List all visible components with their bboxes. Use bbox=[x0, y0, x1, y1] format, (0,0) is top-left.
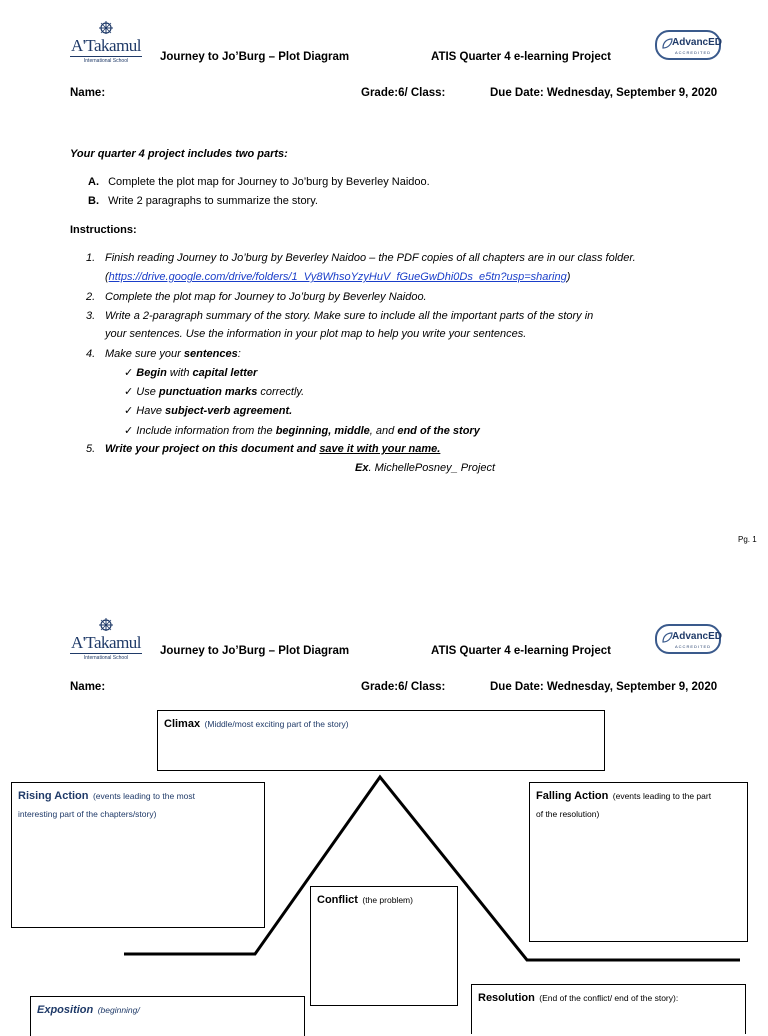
instructions-label: Instructions: bbox=[70, 224, 137, 236]
logo-name: A'Takamul bbox=[70, 36, 142, 55]
check-3-bold: subject-verb agreement. bbox=[165, 405, 293, 417]
climax-box[interactable] bbox=[157, 710, 605, 771]
project-title: ATIS Quarter 4 e-learning Project bbox=[431, 645, 612, 657]
conflict-box[interactable] bbox=[310, 886, 458, 1006]
logo-subtitle: International School bbox=[70, 56, 142, 64]
climax-title: Climax bbox=[164, 718, 201, 730]
step-3-line-1: Write a 2-paragraph summary of the story. Make sure to include all the important parts of the story in bbox=[105, 310, 594, 322]
name-label: Name: bbox=[70, 87, 106, 99]
step-4-pre: Make sure your bbox=[105, 348, 184, 360]
school-logo bbox=[66, 20, 146, 64]
check-mark-icon: ✓ bbox=[124, 367, 134, 379]
check-1-bold2: capital letter bbox=[192, 367, 258, 379]
conflict-description: (the problem) bbox=[362, 895, 413, 905]
step-4-bold: sentences bbox=[183, 348, 238, 360]
resolution-title: Resolution bbox=[478, 992, 535, 1004]
document-title: Journey to Jo’Burg – Plot Diagram bbox=[160, 51, 350, 63]
falling-action-title: Falling Action bbox=[536, 790, 609, 802]
part-b bbox=[88, 195, 318, 207]
badge-subtext: ACCREDITED bbox=[675, 644, 712, 649]
step-5-underline: save it with your name. bbox=[319, 443, 441, 455]
page-number: Pg. 1 bbox=[738, 535, 757, 544]
exposition-description: (beginning/ bbox=[97, 1005, 140, 1015]
check-item-2 bbox=[124, 385, 304, 398]
step-1-number: 1. bbox=[86, 252, 96, 264]
grade-label: Grade:6/ Class: bbox=[361, 681, 446, 693]
step-2-number: 2. bbox=[86, 291, 96, 303]
step-5-number: 5. bbox=[86, 443, 96, 455]
exposition-title: Exposition bbox=[37, 1004, 94, 1016]
accreditation-badge bbox=[655, 624, 721, 654]
grade-label: Grade:6/ Class: bbox=[361, 87, 446, 99]
rising-action-title: Rising Action bbox=[18, 790, 89, 802]
document-title: Journey to Jo’Burg – Plot Diagram bbox=[160, 645, 350, 657]
check-4-bold: beginning, middle bbox=[275, 425, 370, 437]
check-item-3 bbox=[124, 404, 292, 417]
part-b-marker: B. bbox=[88, 195, 99, 207]
check-mark-icon: ✓ bbox=[124, 425, 134, 437]
example-label: Ex bbox=[355, 462, 369, 474]
ship-wheel-icon bbox=[96, 20, 116, 34]
due-date-label: Due Date: Wednesday, September 9, 2020 bbox=[490, 87, 718, 99]
accreditation-badge bbox=[655, 30, 721, 60]
check-3-pre: Have bbox=[136, 405, 166, 417]
climax-description: (Middle/most exciting part of the story) bbox=[204, 719, 349, 729]
step-5-bold: Write your project on this document and bbox=[105, 443, 320, 455]
example-line bbox=[355, 462, 495, 474]
step-4-post: : bbox=[237, 348, 241, 360]
project-title: ATIS Quarter 4 e-learning Project bbox=[431, 51, 612, 63]
falling-action-box[interactable] bbox=[529, 782, 748, 942]
badge-subtext: ACCREDITED bbox=[675, 50, 712, 55]
logo-name: A'Takamul bbox=[70, 633, 142, 652]
part-a-marker: A. bbox=[88, 176, 99, 188]
example-text: . MichellePosney_ Project bbox=[368, 462, 496, 474]
class-folder-link[interactable]: https://drive.google.com/drive/folders/1_Vy8WhsoYzyHuV_fGueGwDhi0Ds_e5tn?usp=sharing bbox=[108, 271, 567, 283]
check-2-mid: correctly. bbox=[257, 386, 305, 398]
step-4-number: 4. bbox=[86, 348, 96, 360]
resolution-box[interactable] bbox=[471, 984, 746, 1034]
paren-close: ) bbox=[566, 271, 571, 283]
check-4-mid: , and bbox=[369, 425, 398, 437]
paren-open: ( bbox=[105, 271, 109, 283]
falling-action-desc-2: of the resolution) bbox=[536, 809, 600, 819]
rising-action-desc-2: interesting part of the chapters/story) bbox=[18, 809, 157, 819]
intro-text: Your quarter 4 project includes two parts: bbox=[70, 148, 288, 160]
step-2-text: Complete the plot map for Journey to Jo’burg by Beverley Naidoo. bbox=[105, 291, 427, 303]
step-4-text bbox=[105, 348, 241, 360]
badge-text: AdvancED bbox=[672, 37, 723, 48]
check-4-bold2: end of the story bbox=[397, 425, 480, 437]
badge-text: AdvancED bbox=[672, 631, 723, 642]
check-2-bold: punctuation marks bbox=[158, 386, 258, 398]
check-4-pre: Include information from the bbox=[136, 425, 276, 437]
step-5-text bbox=[105, 443, 440, 455]
rising-action-box[interactable] bbox=[11, 782, 265, 928]
check-1-mid: with bbox=[166, 367, 193, 379]
check-2-pre: Use bbox=[136, 386, 159, 398]
resolution-description: (End of the conflict/ end of the story): bbox=[539, 993, 679, 1003]
step-3-line-2: your sentences. Use the information in your plot map to help you write your sentences. bbox=[105, 328, 527, 340]
check-mark-icon: ✓ bbox=[124, 386, 134, 398]
check-mark-icon: ✓ bbox=[124, 405, 134, 417]
check-1-bold: Begin bbox=[136, 367, 167, 379]
step-3-number: 3. bbox=[86, 310, 96, 322]
part-a-text: Complete the plot map for Journey to Jo’burg by Beverley Naidoo. bbox=[108, 176, 430, 188]
rising-action-desc-1: (events leading to the most bbox=[92, 791, 195, 801]
step-1-link-line bbox=[105, 271, 570, 283]
ship-wheel-icon bbox=[96, 617, 116, 631]
due-date-label: Due Date: Wednesday, September 9, 2020 bbox=[490, 681, 718, 693]
conflict-title: Conflict bbox=[317, 894, 358, 906]
school-logo bbox=[66, 617, 146, 661]
part-a bbox=[88, 176, 430, 188]
check-item-4 bbox=[124, 424, 480, 437]
falling-action-desc-1: (events leading to the part bbox=[612, 791, 712, 801]
check-item-1 bbox=[124, 366, 257, 379]
step-1-text: Finish reading Journey to Jo’burg by Beverley Naidoo – the PDF copies of all chapters are in our class folder. bbox=[105, 252, 636, 264]
logo-subtitle: International School bbox=[70, 653, 142, 661]
exposition-box[interactable] bbox=[30, 996, 305, 1036]
part-b-text: Write 2 paragraphs to summarize the story. bbox=[108, 195, 318, 207]
name-label: Name: bbox=[70, 681, 106, 693]
